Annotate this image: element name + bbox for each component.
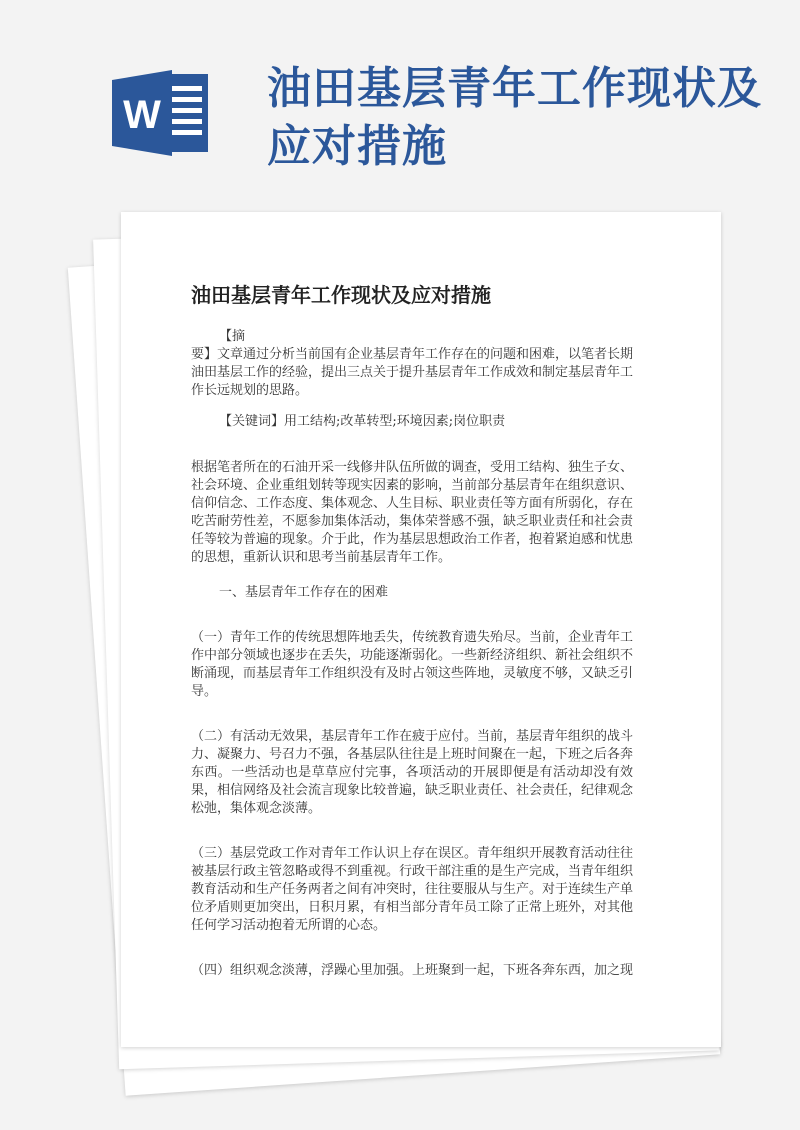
body-paragraph-intro: 根据笔者所在的石油开采一线修井队伍所做的调查，受用工结构、独生子女、社会环境、企业重组划转等现实因素的影响，当前部分基层青年在组织意识、信仰信念、工作态度、集体观念、人生目标、职业责任等方面有所弱化，存在吃苦耐劳性差，不愿参加集体活动，集体荣誉感不强，缺乏职业责任和社会责任等较为普遍的现象。介于此，作为基层思想政治工作者，抱着紧迫感和忧患的思想，重新认识和思考当前基层青年工作。 (191, 460, 634, 565)
body-paragraph-2: （二）有活动无效果，基层青年工作在疲于应付。当前，基层青年组织的战斗力、凝聚力、号召力不强，各基层队往往是上班时间聚在一起，下班之后各奔东西。一些活动也是草草应付完事，各项活动的开展即便是有活动却没有效果，相信网络及社会流言现象比较普遍，缺乏职业责任、社会责任，纪律观念松弛，集体观念淡薄。 (191, 729, 634, 816)
abstract-text: 要】文章通过分析当前国有企业基层青年工作存在的问题和困难，以笔者长期油田基层工作的经验，提出三点关于提升基层青年工作成效和制定基层青年工作长远规划的思路。 (191, 347, 634, 398)
keywords: 【关键词】用工结构;改革转型;环境因素;岗位职责 (219, 414, 506, 429)
word-logo-icon (112, 68, 212, 158)
header-title: 油田基层青年工作现状及应对措施 (267, 63, 762, 172)
body-paragraph-3: （三）基层党政工作对青年工作认识上存在误区。青年组织开展教育活动往往被基层行政主管忽略或得不到重视。行政干部注重的是生产完成，当青年组织教育活动和生产任务两者之间有冲突时，往往要服从与生产。对于连续生产单位矛盾则更加突出，日积月累，有相当部分青年员工除了正常上班外，对其他任何学习活动抱着无所谓的心态。 (191, 846, 634, 933)
document-title: 油田基层青年工作现状及应对措施 (191, 283, 491, 307)
body-paragraph-1: （一）青年工作的传统思想阵地丢失，传统教育遗失殆尽。当前，企业青年工作中部分领域也逐步在丢失，功能逐渐弱化。一些新经济组织、新社会组织不断涌现，而基层青年工作组织没有及时占领这些阵地，灵敏度不够，又缺乏引导。 (191, 630, 634, 699)
abstract-heading: 【摘 (219, 329, 246, 344)
section-heading: 一、基层青年工作存在的困难 (219, 585, 389, 600)
document-body (191, 282, 633, 980)
body-paragraph-4: （四）组织观念淡薄，浮躁心里加强。上班聚到一起，下班各奔东西，加之现 (191, 963, 634, 978)
svg-text:W: W (123, 93, 161, 137)
